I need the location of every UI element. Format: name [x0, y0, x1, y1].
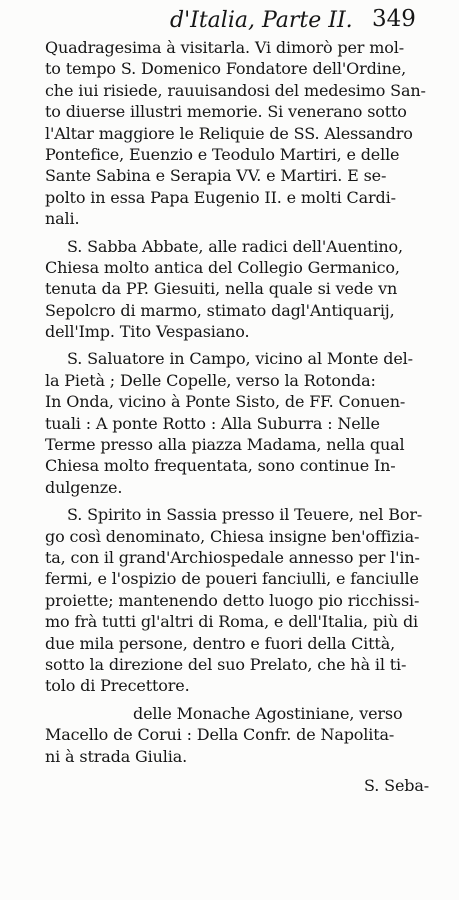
text-line: In Onda, vicino à Ponte Sisto, de FF. Conuen- [45, 392, 406, 412]
text-line: Chiesa molto antica del Collegio Germanico, [45, 257, 400, 277]
text-line: ta, con il grand'Archiospedale annesso per l'in- [45, 547, 420, 567]
running-head: d'Italia, Parte II. [170, 8, 353, 33]
text-line: dulgenze. [45, 477, 123, 497]
page-header [0, 6, 459, 40]
text-line: Macello de Corui : Della Confr. de Napolita- [45, 725, 395, 745]
text-line: l'Altar maggiore le Reliquie de SS. Alessandro [45, 123, 413, 143]
text-line: S. Spirito in Sassia presso il Teuere, nel Bor- [67, 505, 423, 525]
text-line: Pontefice, Euenzio e Teodulo Martiri, e delle [45, 144, 400, 164]
text-line: delle Monache Agostiniane, verso [133, 703, 403, 723]
text-line: polto in essa Papa Eugenio II. e molti Cardi- [45, 187, 396, 207]
text-line: la Pietà ; Delle Copelle, verso la Rotonda: [45, 370, 376, 390]
paragraph-monache-agostiniane [45, 703, 435, 767]
text-line: dell'Imp. Tito Vespasiano. [45, 322, 250, 342]
paragraph-san-sabba [45, 236, 435, 343]
text-line: Sepolcro di marmo, stimato dagl'Antiquarij, [45, 300, 395, 320]
text-line: tuali : A ponte Rotto : Alla Suburra : Nelle [45, 413, 380, 433]
text-line: tenuta da PP. Giesuiti, nella quale si vede vn [45, 279, 398, 299]
text-line: mo frà tutti gl'altri di Roma, e dell'Italia, più di [45, 612, 419, 632]
text-line: S. Sabba Abbate, alle radici dell'Auentino, [67, 236, 403, 256]
text-line: tolo di Precettore. [45, 676, 190, 696]
page-body [45, 37, 435, 796]
text-line: to diuerse illustri memorie. Si venerano sotto [45, 102, 407, 122]
text-line: sotto la direzione del suo Prelato, che hà il ti- [45, 654, 407, 674]
text-line: Quadragesima à visitarla. Vi dimorò per mol- [45, 38, 404, 57]
text-line: due mila persone, dentro e fuori della Città, [45, 633, 396, 653]
paragraph-santo-spirito [45, 504, 435, 697]
page-number: 349 [372, 6, 416, 32]
text-line: Chiesa molto frequentata, sono continue In- [45, 456, 396, 476]
paragraph-santa-sabina [45, 37, 435, 230]
text-line: proiette; mantenendo detto luogo pio ricchissi- [45, 590, 420, 610]
catchword: S. Seba- [364, 775, 429, 795]
text-line: che iui risiede, rauuisandosi del medesimo San- [45, 80, 426, 100]
text-line: go così denominato, Chiesa insigne ben'offizia- [45, 526, 420, 546]
text-line: nali. [45, 209, 80, 229]
text-line: fermi, e l'ospizio de poueri fanciulli, e fanciulle [45, 569, 419, 589]
paragraph-san-salvatore [45, 348, 435, 498]
text-line: Terme presso alla piazza Madama, nella qual [45, 435, 405, 455]
text-line: to tempo S. Domenico Fondatore dell'Ordine, [45, 59, 407, 79]
text-line: S. Saluatore in Campo, vicino al Monte del- [67, 349, 413, 369]
text-line: ni à strada Giulia. [45, 746, 188, 766]
text-line: Sante Sabina e Serapia VV. e Martiri. E se- [45, 166, 387, 186]
